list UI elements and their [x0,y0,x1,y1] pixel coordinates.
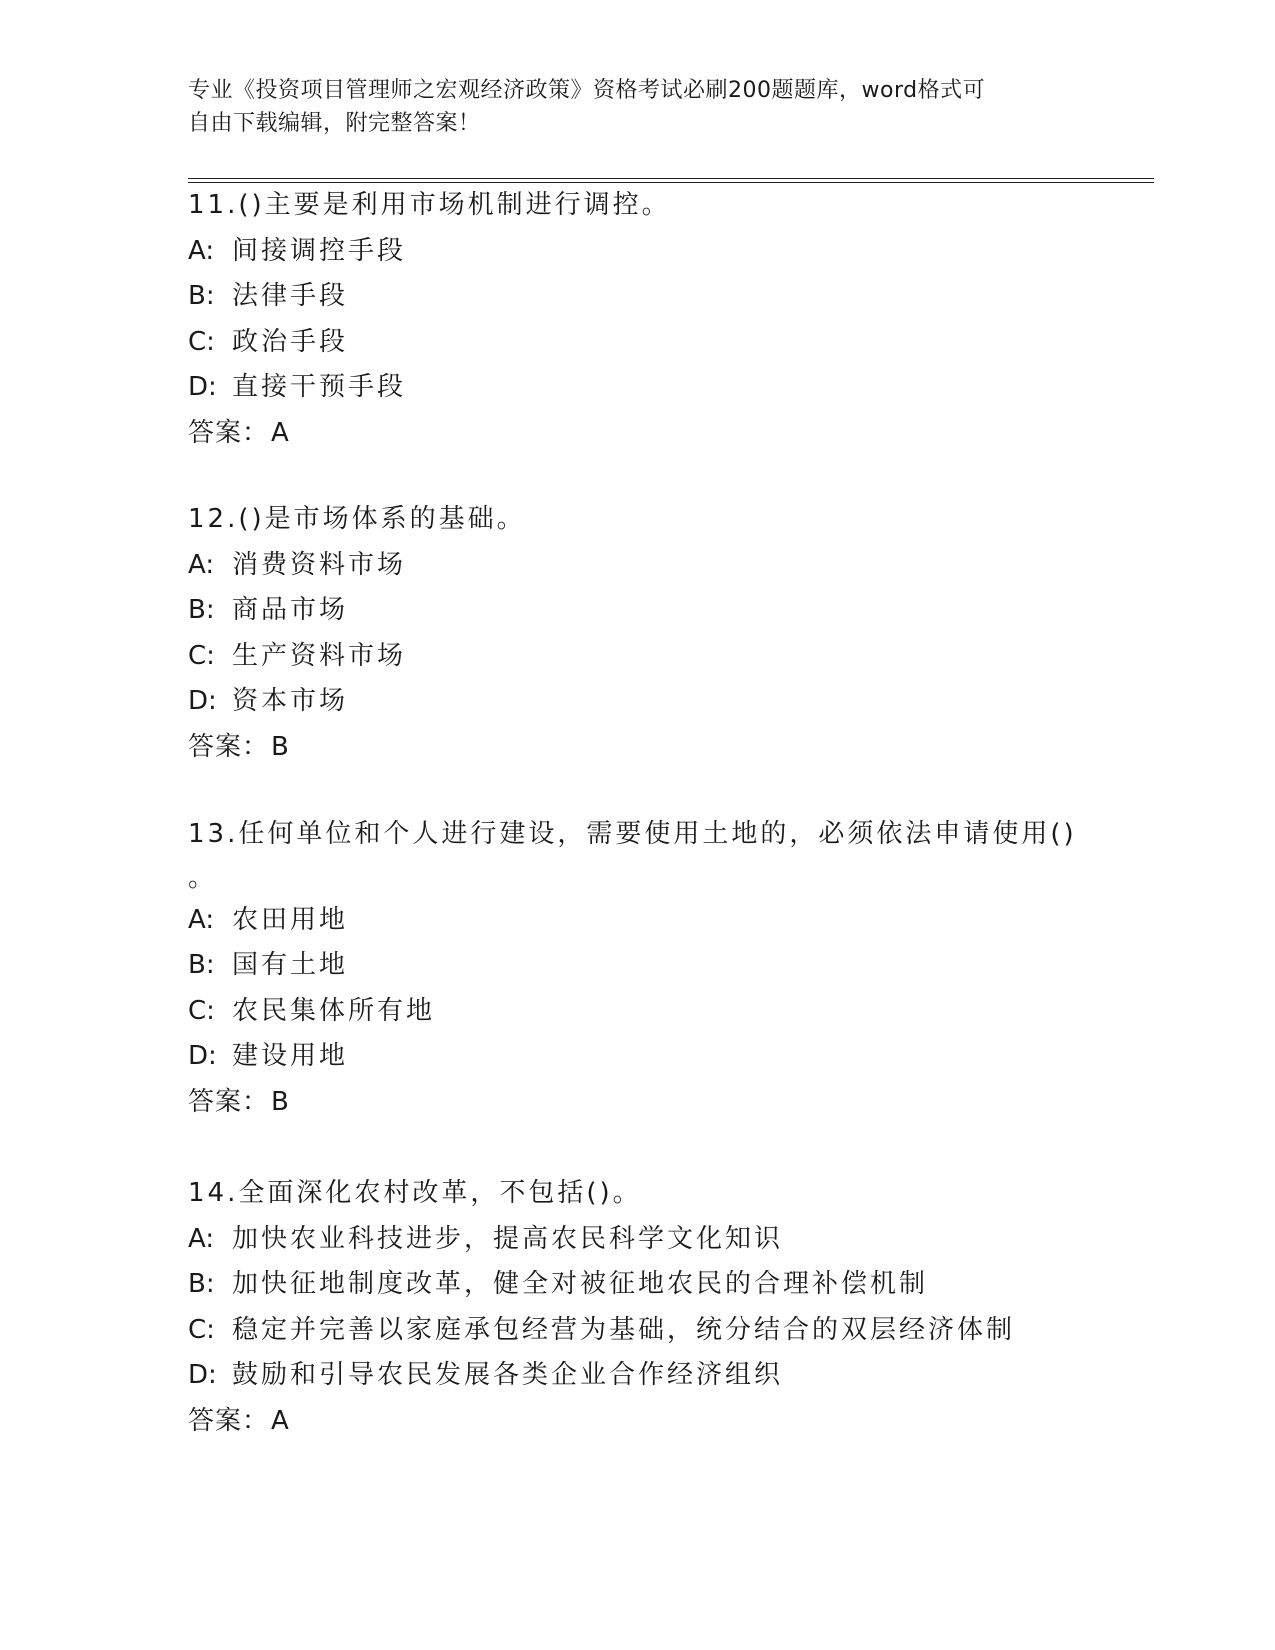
option-a [188,898,1088,944]
option-text: 商品市场 [232,595,349,625]
answer-line [188,1399,1088,1445]
option-c [188,320,1088,366]
option-letter: D: [188,1041,217,1071]
option-letter: A: [188,549,215,580]
option-d [188,1353,1088,1399]
option-letter: C: [188,995,215,1026]
option-letter: D: [188,372,217,402]
question-11 [188,183,1088,456]
answer-label: 答案： [188,1405,270,1436]
option-text: 鼓励和引导农民发展各类企业合作经济组织 [232,1360,784,1390]
option-letter: A: [188,904,215,935]
option-a [188,1217,1088,1263]
question-stem: 13.任何单位和个人进行建设，需要使用土地的，必须依法申请使用() [188,819,1077,849]
option-letter: B: [188,950,215,980]
option-b [188,943,1088,989]
option-c [188,634,1088,680]
answer-value: A [271,417,290,448]
question-stem: 12.()是市场体系的基础。 [188,504,526,534]
answer-value: B [271,1086,290,1117]
option-text: 国有土地 [232,950,349,980]
answer-line [188,725,1088,771]
option-text: 法律手段 [232,281,349,311]
document-header [188,74,1068,140]
question-12 [188,497,1088,770]
question-stem: 11.()主要是利用市场机制进行调控。 [188,190,671,220]
option-letter: B: [188,595,215,625]
option-letter: B: [188,1269,215,1299]
option-text: 直接干预手段 [232,372,407,402]
question-14 [188,1171,1088,1444]
option-letter: C: [188,1314,215,1345]
answer-value: B [271,731,290,762]
answer-value: A [271,1405,290,1436]
answer-label: 答案： [188,1086,270,1117]
option-text: 农民集体所有地 [232,995,436,1026]
answer-label: 答案： [188,731,270,762]
option-d [188,1034,1088,1080]
option-letter: C: [188,326,215,357]
answer-line [188,1080,1088,1126]
option-c [188,1308,1088,1354]
option-text: 间接调控手段 [232,235,407,266]
option-text: 农田用地 [232,904,349,935]
option-letter: D: [188,686,217,716]
option-text: 生产资料市场 [232,640,407,671]
option-text: 加快农业科技进步，提高农民科学文化知识 [232,1223,784,1254]
option-letter: C: [188,640,215,671]
option-b [188,588,1088,634]
option-d [188,679,1088,725]
header-line-2: 自由下载编辑，附完整答案！ [188,111,481,136]
option-c [188,989,1088,1035]
question-stem-continuation: 。 [188,862,218,893]
option-text: 建设用地 [232,1041,349,1071]
answer-label: 答案： [188,417,270,448]
question-13 [188,812,1088,1125]
option-text: 加快征地制度改革，健全对被征地农民的合理补偿机制 [232,1269,929,1299]
option-a [188,229,1088,275]
option-letter: A: [188,1223,215,1254]
option-text: 消费资料市场 [232,549,407,580]
option-b [188,1262,1088,1308]
option-letter: A: [188,235,215,266]
option-letter: D: [188,1360,217,1390]
option-letter: B: [188,281,215,311]
option-d [188,365,1088,411]
option-text: 资本市场 [232,686,349,716]
answer-line [188,411,1088,457]
option-b [188,274,1088,320]
option-a [188,543,1088,589]
header-line-1: 专业《投资项目管理师之宏观经济政策》资格考试必刷200题题库，word格式可 [188,78,986,103]
question-stem: 14.全面深化农村改革，不包括()。 [188,1178,642,1208]
option-text: 政治手段 [232,326,349,357]
option-text: 稳定并完善以家庭承包经营为基础，统分结合的双层经济体制 [232,1314,1016,1345]
